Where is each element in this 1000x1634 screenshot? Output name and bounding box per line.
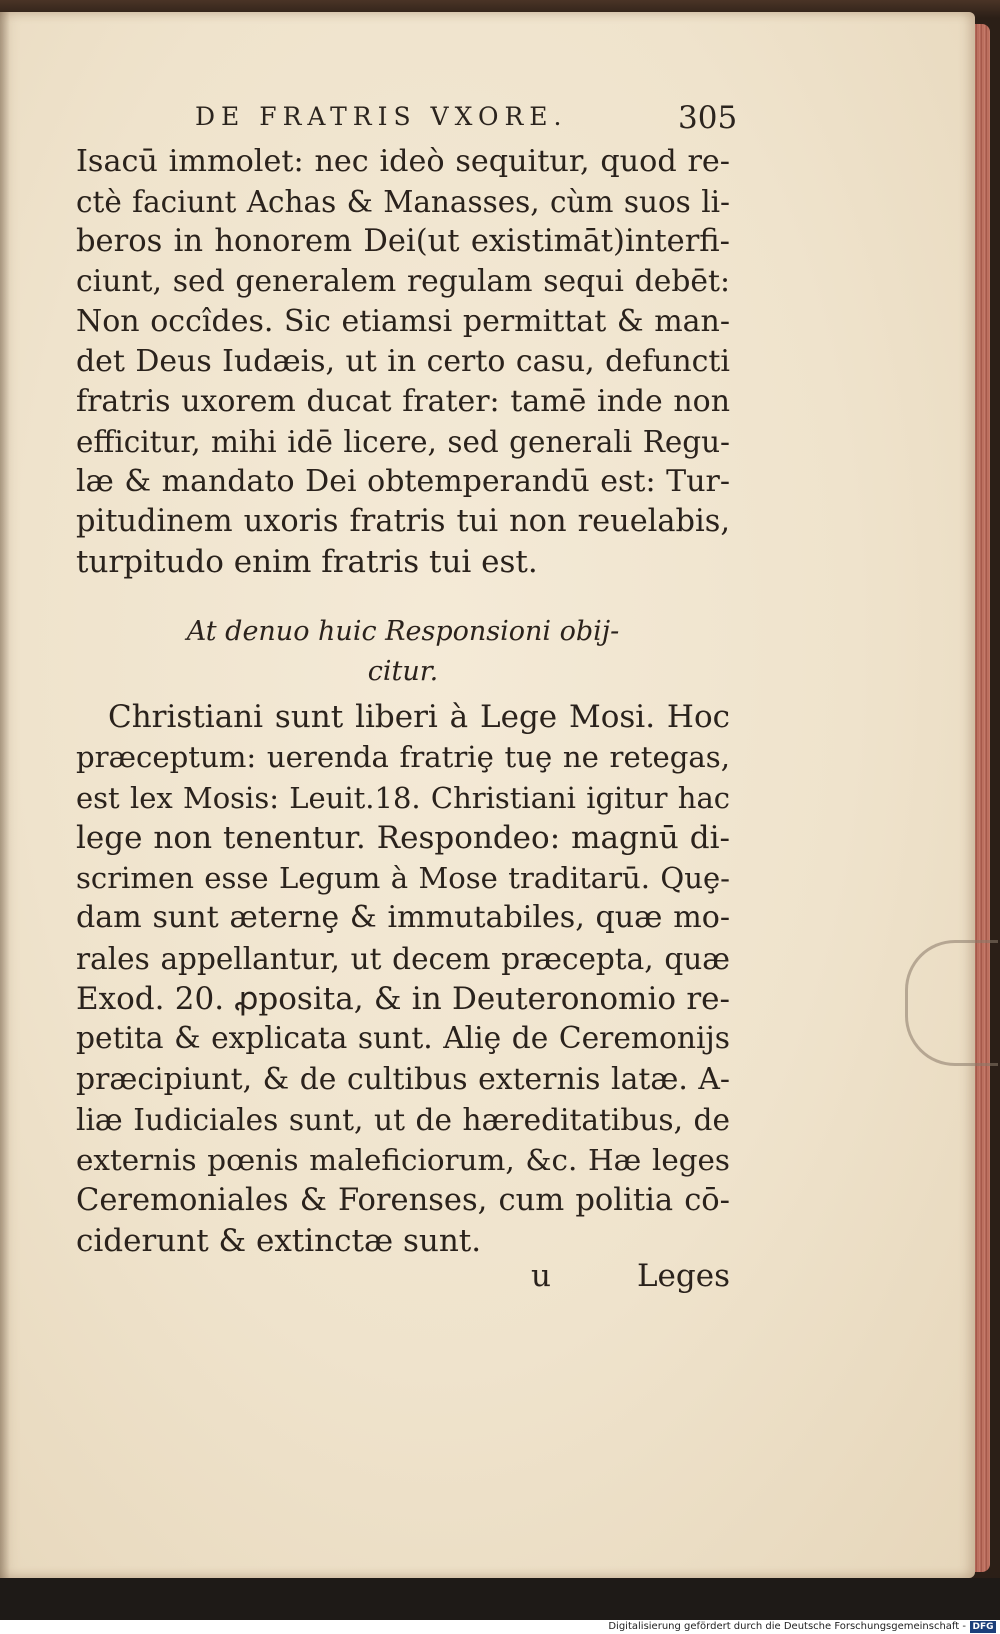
- text-line: Exod. 20. ꝓposita, & in Deuteronomio re-: [76, 981, 730, 1018]
- text-line: lege non tenentur. Respondeo: magnū di-: [76, 819, 730, 856]
- heading-line: citur.: [367, 656, 439, 687]
- spine-shadow: [0, 12, 10, 1578]
- heading-line: At denuo huic Responsioni obij-: [186, 616, 620, 647]
- text-line: petita & explicata sunt. Aliȩ de Ceremonijs: [76, 1021, 730, 1057]
- text-line: ciunt, sed generalem regulam sequi debēt:: [76, 264, 730, 299]
- running-header: DE FRATRIS VXORE.: [195, 102, 568, 131]
- signature-mark: u: [531, 1258, 551, 1294]
- text-line: ciderunt & extinctæ sunt.: [76, 1222, 482, 1259]
- text-line: læ & mandato Dei obtemperandū est: Tur-: [76, 464, 730, 499]
- section-heading: [76, 612, 730, 692]
- text-line: Isacū immolet: nec ideò sequitur, quod re-: [76, 144, 730, 179]
- text-line: det Deus Iudæis, ut in certo casu, defuncti: [76, 344, 730, 379]
- text-line: rales appellantur, ut decem præcepta, quæ: [76, 941, 730, 976]
- text-line: Christiani sunt liberi à Lege Mosi. Hoc: [108, 699, 730, 735]
- text-line: efficitur, mihi idē licere, sed generali Regu-: [76, 425, 730, 459]
- catchword-row: [76, 1258, 730, 1298]
- paragraph-1: [76, 142, 730, 582]
- text-line: præceptum: uerenda fratriȩ tuȩ ne retegas,: [76, 740, 730, 775]
- text-line: est lex Mosis: Leuit.18. Christiani igitur hac: [76, 780, 730, 815]
- page-number: 305: [678, 100, 738, 136]
- text-line: Ceremoniales & Forenses, cum politia cō-: [76, 1182, 730, 1218]
- paragraph-2: [76, 697, 730, 1261]
- text-line: præcipiunt, & de cultibus externis latæ. A-: [76, 1061, 730, 1097]
- catchword: Leges: [636, 1258, 730, 1294]
- text-line: dam sunt æternȩ & immutabiles, quæ mo-: [76, 900, 730, 936]
- text-line: pitudinem uxoris fratris tui non reuelabis,: [76, 504, 730, 539]
- scan-background-bottom: [0, 1578, 1000, 1620]
- funding-footer-text: Digitalisierung gefördert durch die Deutsche Forschungsgemeinschaft -: [608, 1621, 966, 1632]
- text-line: fratris uxorem ducat frater: tamē inde non: [76, 384, 730, 419]
- text-line: scrimen esse Legum à Mose traditarū. Quȩ-: [76, 861, 730, 896]
- dfg-logo: DFG: [970, 1621, 996, 1633]
- text-line: beros in honorem Dei(ut existimāt)interfi-: [76, 224, 730, 259]
- text-line: externis pœnis maleficiorum, &c. Hæ leges: [76, 1143, 730, 1178]
- text-line: Non occîdes. Sic etiamsi permittat & man-: [76, 304, 730, 339]
- text-line: liæ Iudiciales sunt, ut de hæreditatibus, de: [76, 1102, 730, 1137]
- text-line: ctè faciunt Achas & Manasses, cùm suos li-: [76, 185, 730, 219]
- text-line: turpitudo enim fratris tui est.: [76, 544, 538, 580]
- page-clip-mark: [905, 940, 998, 1066]
